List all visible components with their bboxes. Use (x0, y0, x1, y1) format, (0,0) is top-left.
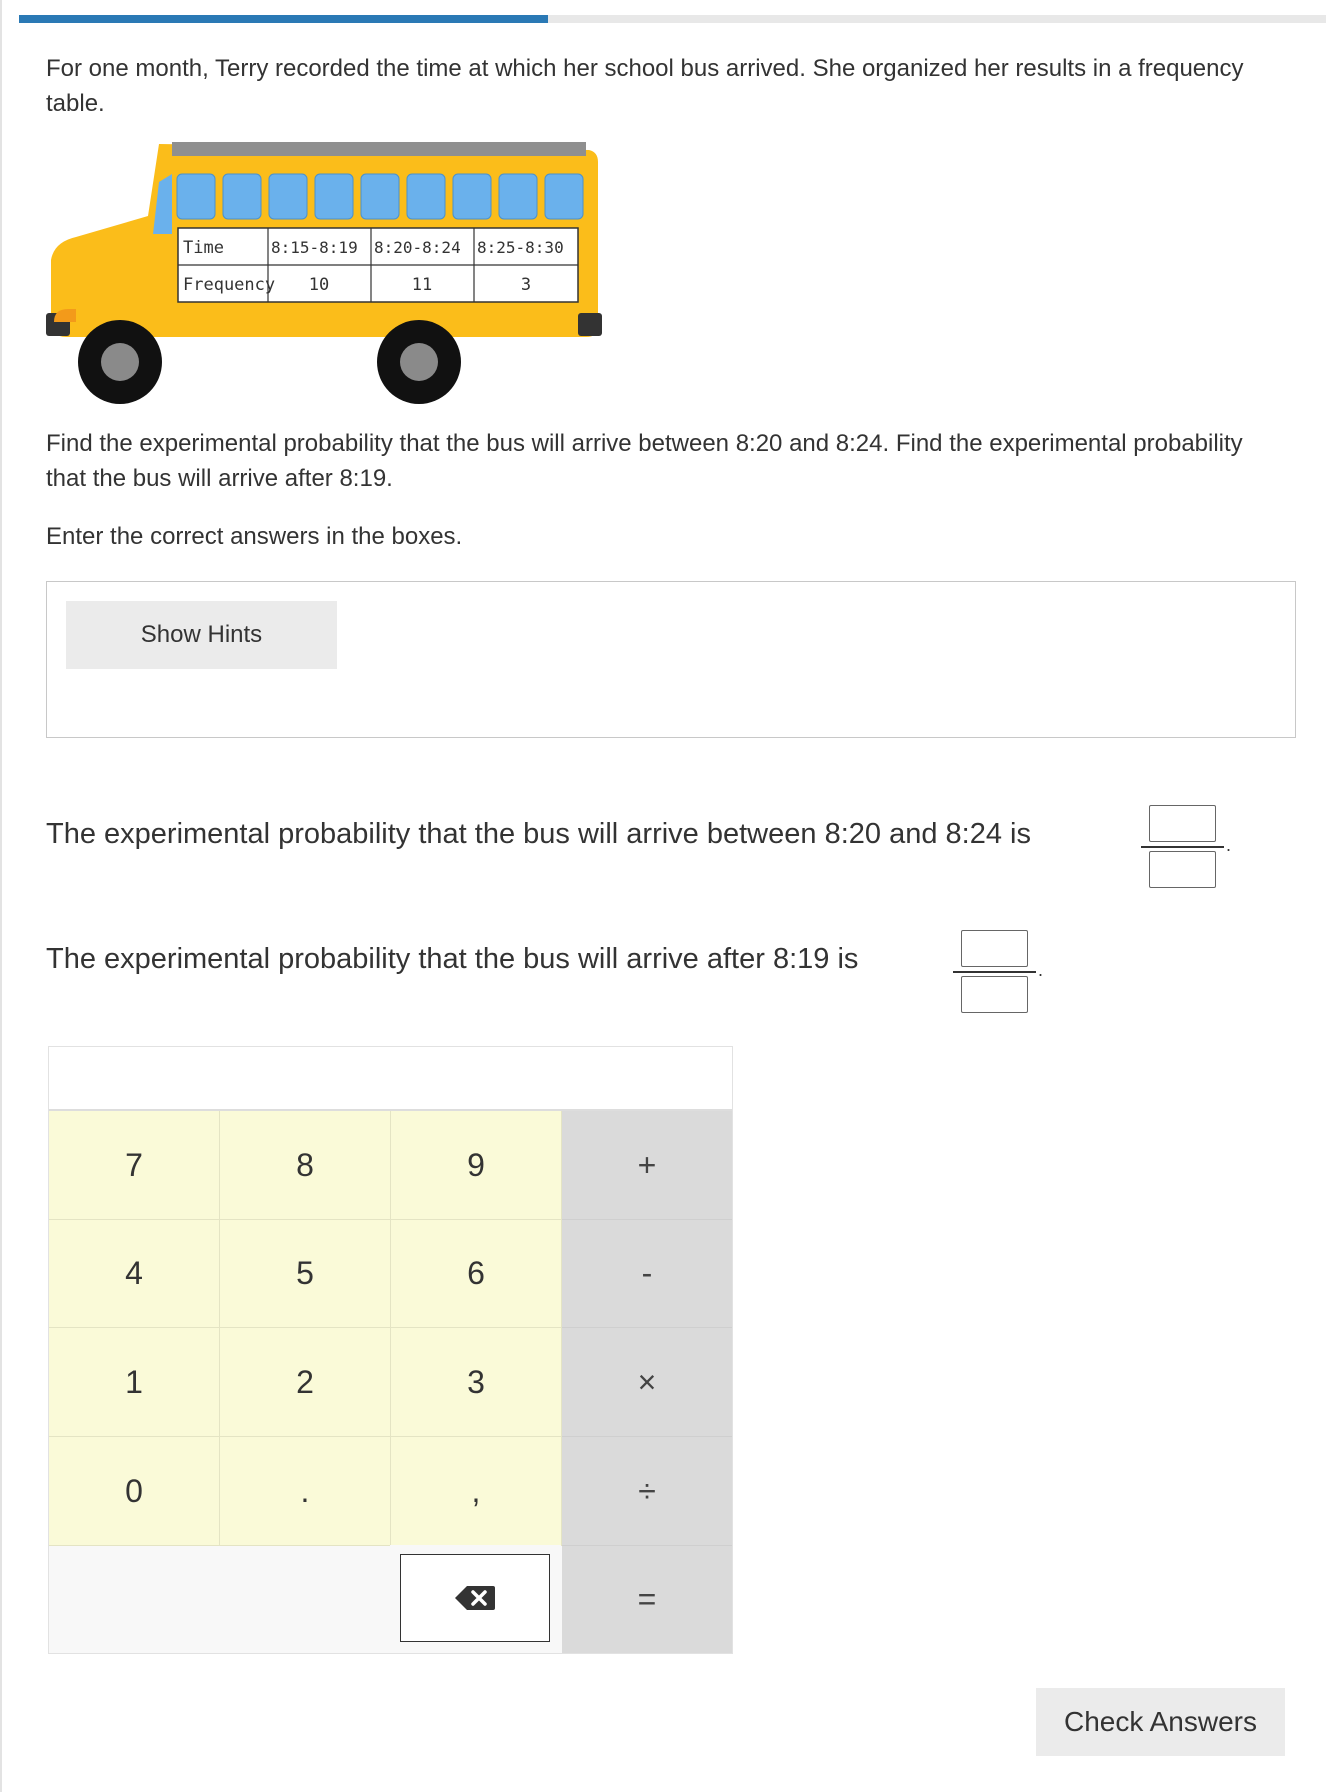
answer-1-denominator-input[interactable] (1149, 851, 1216, 888)
key-plus[interactable]: + (562, 1111, 732, 1220)
fraction-bar (953, 971, 1036, 973)
progress-bar (19, 15, 1326, 23)
table-header-frequency: Frequency (183, 275, 276, 295)
key-comma[interactable]: , (391, 1437, 562, 1546)
table-frequency-cell: 3 (520, 275, 532, 295)
sentence-period: . (1226, 835, 1232, 855)
answer-2-numerator-input[interactable] (961, 930, 1028, 967)
key-decimal-point[interactable]: . (220, 1437, 391, 1546)
key-0[interactable]: 0 (49, 1437, 220, 1546)
key-1[interactable]: 1 (49, 1328, 220, 1437)
keypad-empty-cell (49, 1546, 391, 1653)
key-4[interactable]: 4 (49, 1220, 220, 1328)
key-minus[interactable]: - (562, 1220, 732, 1328)
question-2-text: The experimental probability that the bus will arrive after 8:19 is (46, 943, 859, 975)
show-hints-button[interactable]: Show Hints (66, 601, 337, 669)
progress-fill (19, 15, 548, 23)
problem-intro: For one month, Terry recorded the time at which her school bus arrived. She organized her results in a frequency table. (46, 55, 1244, 117)
backspace-cell (390, 1545, 561, 1653)
school-bus-illustration (46, 142, 602, 404)
left-border (0, 0, 2, 1792)
keypad-display (49, 1047, 732, 1111)
key-5[interactable]: 5 (220, 1220, 391, 1328)
key-9[interactable]: 9 (391, 1111, 562, 1220)
problem-task: Find the experimental probability that the bus will arrive between 8:20 and 8:24. Find the experimental probability that the bus will arrive after 8:19. (46, 430, 1243, 492)
table-frequency-cell: 11 (411, 275, 433, 295)
answer-1-numerator-input[interactable] (1149, 805, 1216, 842)
key-equals[interactable]: = (562, 1546, 732, 1653)
problem-instruction: Enter the correct answers in the boxes. (46, 523, 463, 550)
check-answers-button[interactable]: Check Answers (1036, 1688, 1285, 1756)
backspace-button[interactable] (400, 1554, 550, 1642)
table-time-cell: 8:20-8:24 (374, 238, 461, 257)
key-6[interactable]: 6 (391, 1220, 562, 1328)
table-header-time: Time (183, 238, 224, 258)
key-divide[interactable]: ÷ (562, 1437, 732, 1546)
key-7[interactable]: 7 (49, 1111, 220, 1220)
key-2[interactable]: 2 (220, 1328, 391, 1437)
key-8[interactable]: 8 (220, 1111, 391, 1220)
backspace-icon (455, 1586, 495, 1610)
table-frequency-cell: 10 (308, 275, 330, 295)
table-time-cell: 8:15-8:19 (271, 238, 358, 257)
key-3[interactable]: 3 (391, 1328, 562, 1437)
sentence-period: . (1038, 960, 1044, 980)
frequency-table (178, 228, 578, 302)
key-multiply[interactable]: × (562, 1328, 732, 1437)
fraction-bar (1141, 846, 1224, 848)
question-1-text: The experimental probability that the bus will arrive between 8:20 and 8:24 is (46, 818, 1031, 850)
answer-2-denominator-input[interactable] (961, 976, 1028, 1013)
table-time-cell: 8:25-8:30 (477, 238, 564, 257)
hints-panel (46, 581, 1296, 738)
